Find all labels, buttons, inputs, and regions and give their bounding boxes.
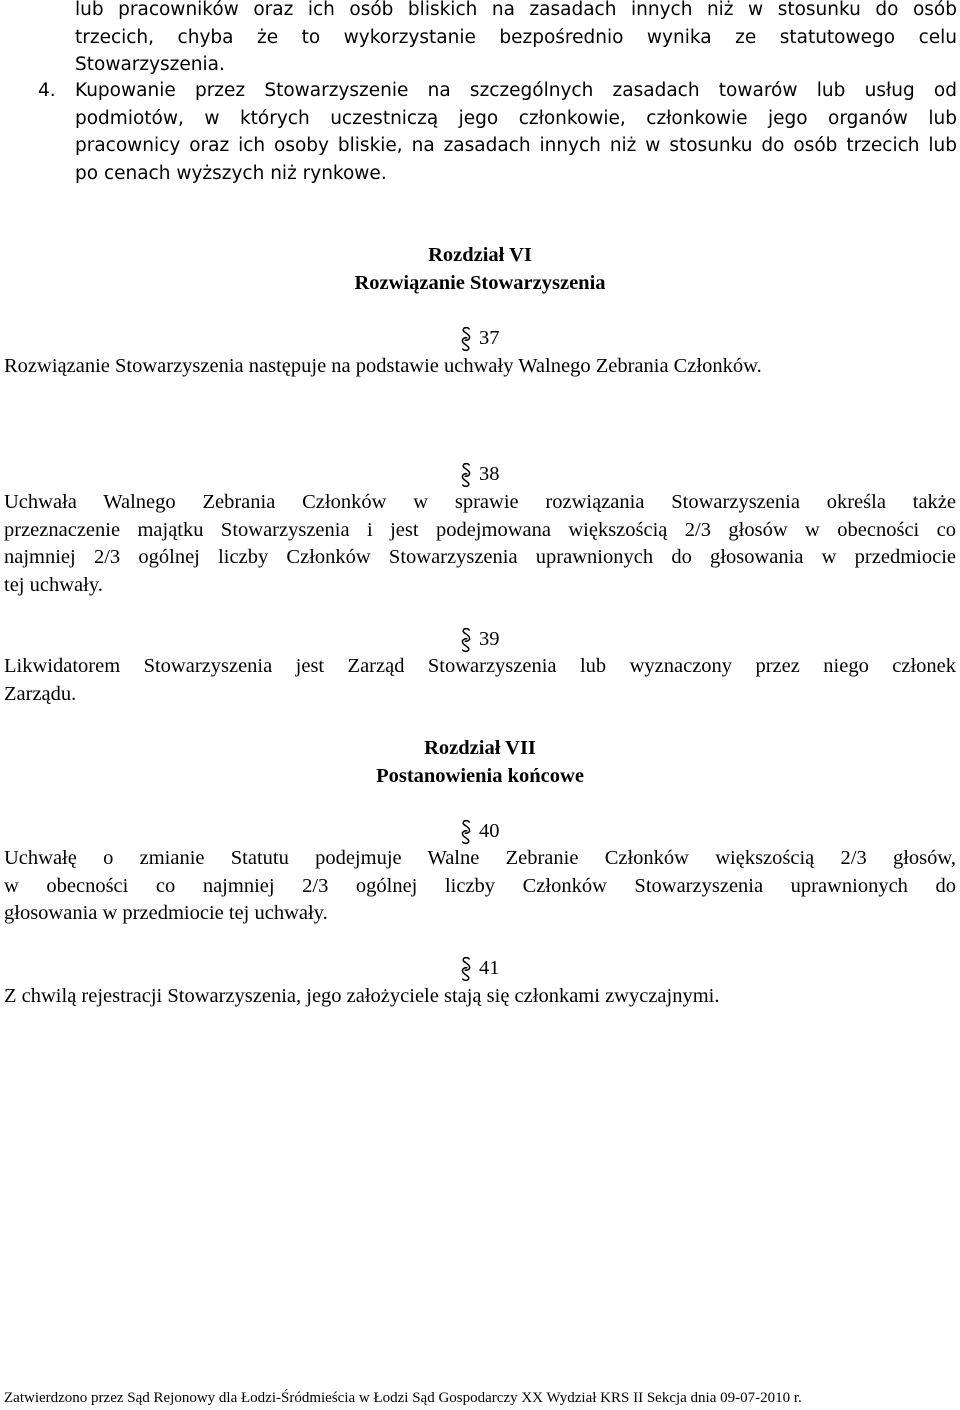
section-sign-icon <box>461 819 471 845</box>
section-sign-icon <box>461 326 471 352</box>
top-continuation-paragraph <box>75 0 957 79</box>
chapter-subtitle: Postanowienia końcowe <box>376 765 584 787</box>
text-line: Uchwałę o zmianie Statutu podejmuje Walne Zebranie Członków większością 2/3 głosów, <box>4 847 956 869</box>
paragraph-heading-41 <box>461 955 541 985</box>
text-line: Stowarzyszenia. <box>75 54 225 75</box>
text-line: w obecności co najmniej 2/3 ogólnej liczby Członków Stowarzyszenia uprawnionych do <box>4 874 956 897</box>
section-sign-icon <box>461 956 471 982</box>
section-sign-icon <box>461 462 471 488</box>
paragraph-heading-40 <box>461 818 541 848</box>
paragraph-39-text <box>4 653 956 708</box>
text-line: lub pracowników oraz ich osób bliskich na zasadach innych niż w stosunku do osób <box>75 0 957 20</box>
paragraph-number: 37 <box>479 327 500 349</box>
paragraph-heading-39 <box>461 626 541 656</box>
paragraph-38-text <box>4 489 956 599</box>
text-line: po cenach wyższych niż rynkowe. <box>75 162 387 184</box>
chapter-subtitle: Rozwiązanie Stowarzyszenia <box>354 272 606 294</box>
text-line: głosowania w przedmiocie tej uchwały. <box>4 902 328 924</box>
text-line: trzecich, chyba że to wykorzystanie bezpośrednio wynika ze statutowego celu <box>75 26 957 48</box>
text-line: tej uchwały. <box>4 573 103 596</box>
paragraph-number: 39 <box>479 628 500 650</box>
text-line: pracownicy oraz ich osoby bliskie, na zasadach innych niż w stosunku do osób trzecich lub <box>75 135 957 156</box>
paragraph-number: 41 <box>479 957 500 979</box>
paragraph-number: 38 <box>479 463 500 485</box>
paragraph-heading-38 <box>461 461 541 491</box>
paragraph-41-text <box>4 983 956 1011</box>
paragraph-heading-37 <box>461 325 541 355</box>
section-sign-icon <box>461 627 471 653</box>
paragraph-40-text <box>4 845 956 928</box>
paragraph-37-text <box>4 353 956 381</box>
text-line: Kupowanie przez Stowarzyszenie na szczególnych zasadach towarów lub usług od <box>75 80 957 101</box>
text-line: Rozwiązanie Stowarzyszenia następuje na podstawie uchwały Walnego Zebrania Członków. <box>4 355 762 377</box>
chapter-title: Rozdział VII <box>424 737 536 759</box>
text-line: podmiotów, w których uczestniczą jego członkowie, członkowie jego organów lub <box>75 107 957 129</box>
chapter-title: Rozdział VI <box>428 244 532 266</box>
list-item-number: 4. <box>38 80 56 101</box>
text-line: przeznaczenie majątku Stowarzyszenia i jest podejmowana większością 2/3 głosów w obecności co <box>4 518 956 541</box>
text-line: najmniej 2/3 ogólnej liczby Członków Stowarzyszenia uprawnionych do głosowania w przedmiocie <box>4 546 956 568</box>
text-line: Likwidatorem Stowarzyszenia jest Zarząd Stowarzyszenia lub wyznaczony przez niego członek <box>4 655 956 677</box>
text-line: Zarządu. <box>4 682 77 705</box>
page-footer: Zatwierdzono przez Sąd Rejonowy dla Łodzi-Śródmieścia w Łodzi Sąd Gospodarczy XX Wydział KRS II Sekcja dnia 09-07-2010 r. <box>4 1390 802 1406</box>
text-line: Z chwilą rejestracji Stowarzyszenia, jego założyciele stają się członkami zwyczajnymi. <box>4 985 720 1007</box>
list-item-4 <box>75 77 957 187</box>
text-line: Uchwała Walnego Zebrania Członków w sprawie rozwiązania Stowarzyszenia określa także <box>4 491 956 513</box>
paragraph-number: 40 <box>479 820 500 842</box>
